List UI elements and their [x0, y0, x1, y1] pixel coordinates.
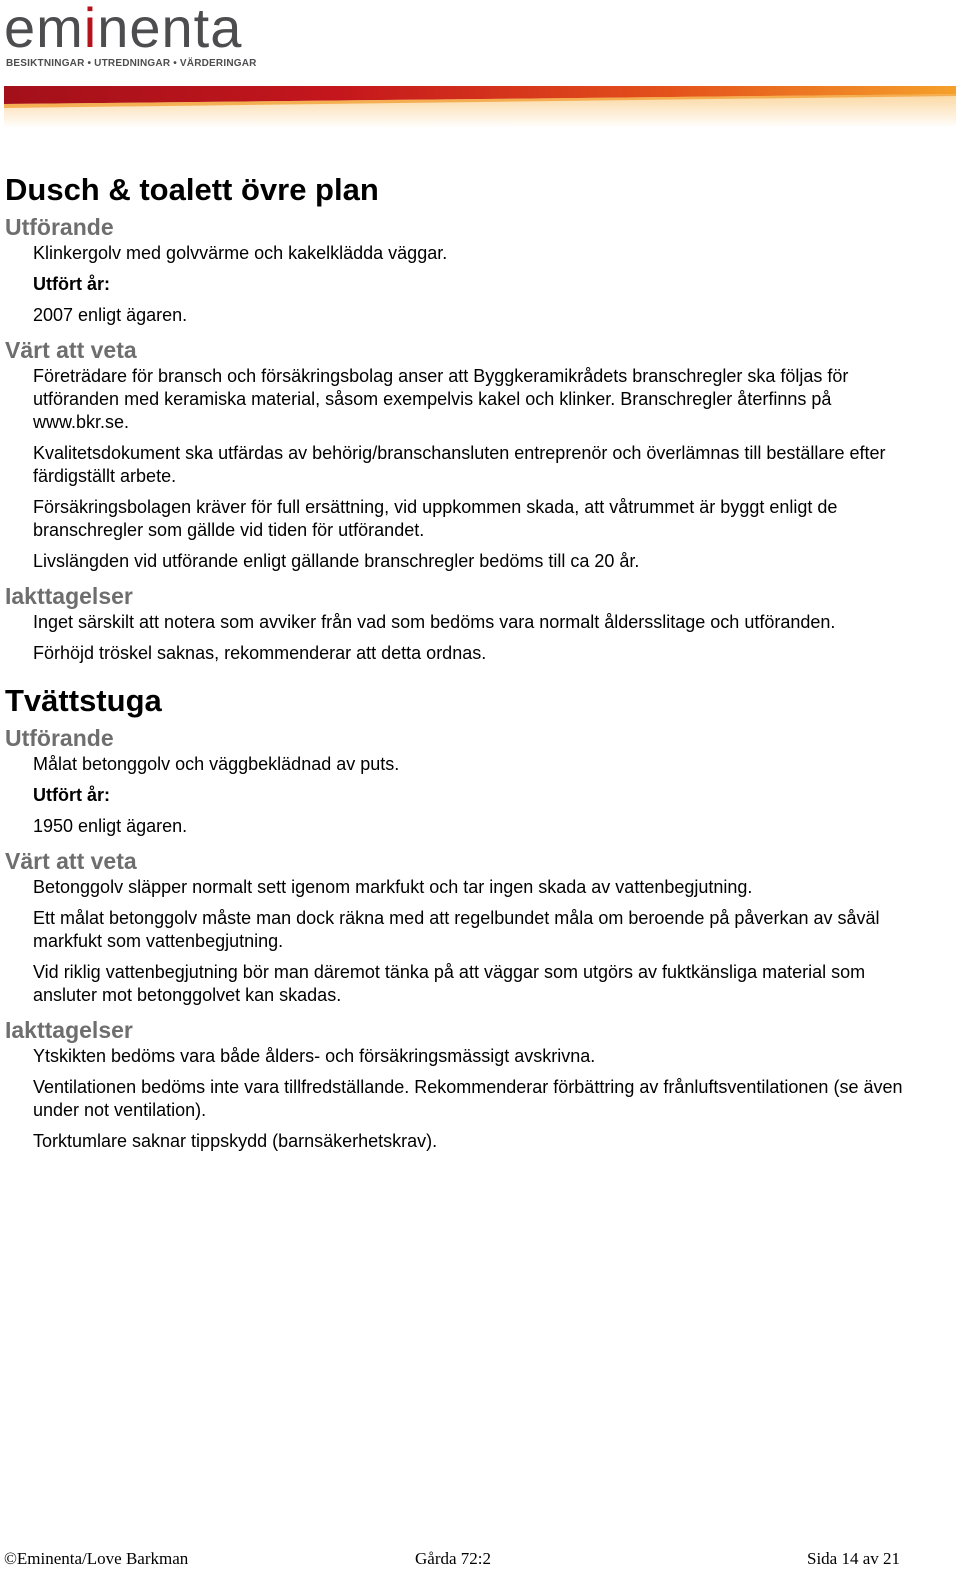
logo-wordmark: eminenta — [4, 0, 243, 59]
footer-copyright: ©Eminenta/Love Barkman — [4, 1549, 189, 1568]
page-footer — [0, 1549, 960, 1571]
vart-att-veta-heading: Värt att veta — [5, 337, 137, 363]
utforande-text: Målat betonggolv och väggbeklädnad av puts. — [33, 754, 400, 774]
iakttagelse-paragraph: Ventilationen bedöms inte vara tillfredställande. Rekommenderar förbättring av frånluftsventilationen (se även under not ventilation). — [33, 1077, 903, 1120]
utforande-heading: Utförande — [5, 214, 114, 240]
section-title: Dusch & toalett övre plan — [5, 172, 379, 207]
iakttagelse-paragraph: Torktumlare saknar tippskydd (barnsäkerhetskrav). — [33, 1131, 438, 1151]
utforande-text: Klinkergolv med golvvärme och kakelklädda väggar. — [33, 243, 448, 263]
vart-paragraph: Livslängden vid utförande enligt gällande branschregler bedöms till ca 20 år. — [33, 551, 640, 571]
footer-property: Gårda 72:2 — [415, 1549, 492, 1568]
iakttagelse-paragraph: Ytskikten bedöms vara både ålders- och försäkringsmässigt avskrivna. — [33, 1046, 596, 1066]
iakttagelser-heading: Iakttagelser — [5, 1017, 133, 1043]
vart-paragraph: Företrädare för bransch och försäkringsbolag anser att Byggkeramikrådets branschregler ska följas för utföranden med keramiska material, såsom exempelvis kakel och klinker. Branschregler återfinns på www.bkr.se. — [33, 366, 849, 432]
iakttagelse-paragraph: Förhöjd tröskel saknas, rekommenderar att detta ordnas. — [33, 643, 487, 663]
section-title: Tvättstuga — [5, 683, 162, 718]
vart-paragraph: Försäkringsbolagen kräver för full ersättning, vid uppkommen skada, att våtrummet är byggt enligt de branschregler som gällde vid tiden för utförandet. — [33, 497, 838, 540]
header-banner — [4, 80, 956, 128]
utfort-value: 2007 enligt ägaren. — [33, 305, 188, 325]
iakttagelser-heading: Iakttagelser — [5, 583, 133, 609]
vart-paragraph: Ett målat betonggolv måste man dock räkna med att regelbundet måla om beroende på påverkan av såväl markfukt som vattenbegjutning. — [33, 908, 880, 951]
vart-att-veta-heading: Värt att veta — [5, 848, 137, 874]
utfort-label: Utfört år: — [33, 785, 110, 805]
utfort-value: 1950 enligt ägaren. — [33, 816, 188, 836]
vart-paragraph: Vid riklig vattenbegjutning bör man däremot tänka på att väggar som utgörs av fuktkänsliga material som ansluter mot betonggolvet kan skadas. — [33, 962, 866, 1005]
utfort-label: Utfört år: — [33, 274, 110, 294]
utforande-heading: Utförande — [5, 725, 114, 751]
section-dusch-toalett — [0, 168, 960, 665]
iakttagelse-paragraph: Inget särskilt att notera som avviker från vad som bedöms vara normalt åldersslitage och utföranden. — [33, 612, 836, 632]
eminenta-logo — [4, 0, 257, 72]
vart-paragraph: Kvalitetsdokument ska utfärdas av behörig/branschansluten entreprenör och överlämnas till beställare efter färdigställt arbete. — [33, 443, 886, 486]
section-tvattstuga — [0, 679, 960, 1153]
logo-tagline: BESIKTNINGAR • UTREDNINGAR • VÄRDERINGAR — [6, 58, 257, 69]
vart-paragraph: Betonggolv släpper normalt sett igenom markfukt och tar ingen skada av vattenbegjutning. — [33, 877, 753, 897]
footer-page-number: Sida 14 av 21 — [807, 1549, 901, 1568]
report-content — [0, 168, 960, 1161]
